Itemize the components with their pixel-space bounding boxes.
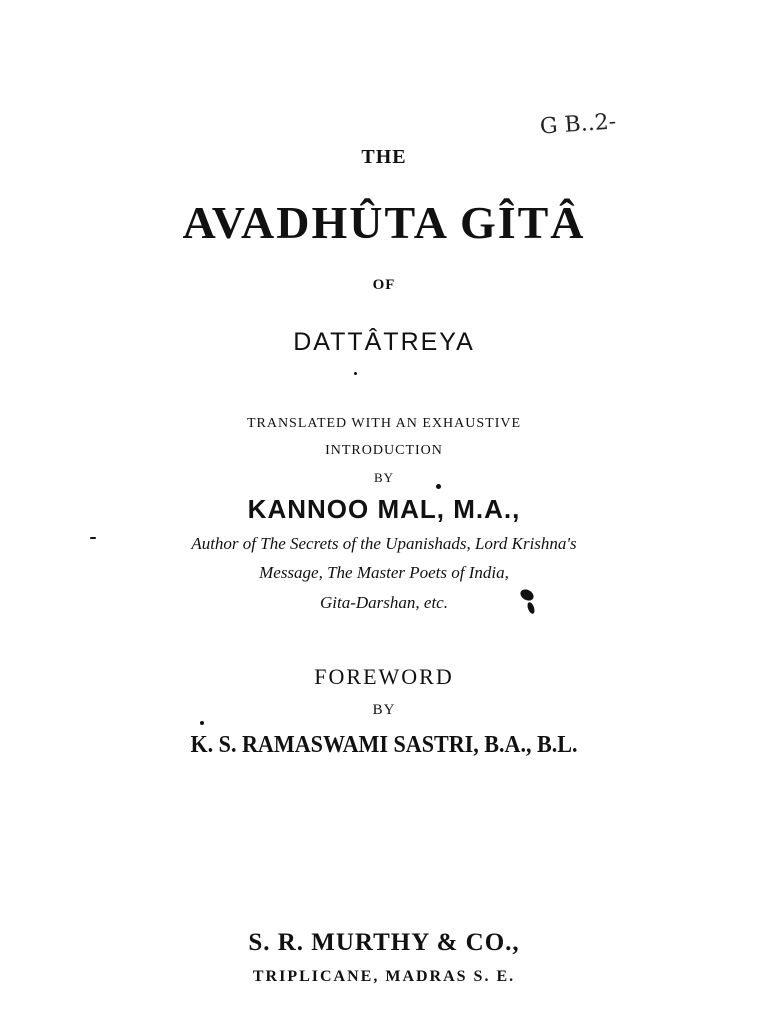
author-credit-line: Gita-Darshan, etc. [320, 593, 448, 612]
title-of: OF [372, 277, 396, 293]
ink-speck [354, 372, 357, 375]
publisher-place: TRIPLICANE, MADRAS S. E. [252, 968, 516, 985]
introduction-note: INTRODUCTION [325, 443, 443, 458]
foreword-heading: FOREWORD [314, 664, 454, 689]
translation-note: TRANSLATED WITH AN EXHAUSTIVE [246, 416, 522, 431]
ink-speck [90, 537, 96, 539]
foreword-by-label: BY [372, 702, 396, 718]
book-subject: DATTÂTREYA [293, 328, 475, 356]
book-title: AVADHÛTA GÎTÂ [182, 197, 586, 248]
ink-speck [436, 484, 441, 489]
author-credit-line: Message, The Master Poets of India, [259, 563, 509, 582]
ink-speck [200, 721, 204, 725]
by-label: BY [373, 470, 395, 485]
handwritten-note: G B..2- [539, 109, 617, 140]
foreword-author: K. S. RAMASWAMI SASTRI, B.A., B.L. [190, 732, 578, 758]
author-credit-line: Author of The Secrets of the Upanishads, Lord Krishna's [191, 534, 577, 553]
translator-name: KANNOO MAL, M.A., [247, 494, 521, 524]
article-the: THE [361, 146, 407, 168]
publisher-name: S. R. MURTHY & CO., [248, 929, 520, 956]
